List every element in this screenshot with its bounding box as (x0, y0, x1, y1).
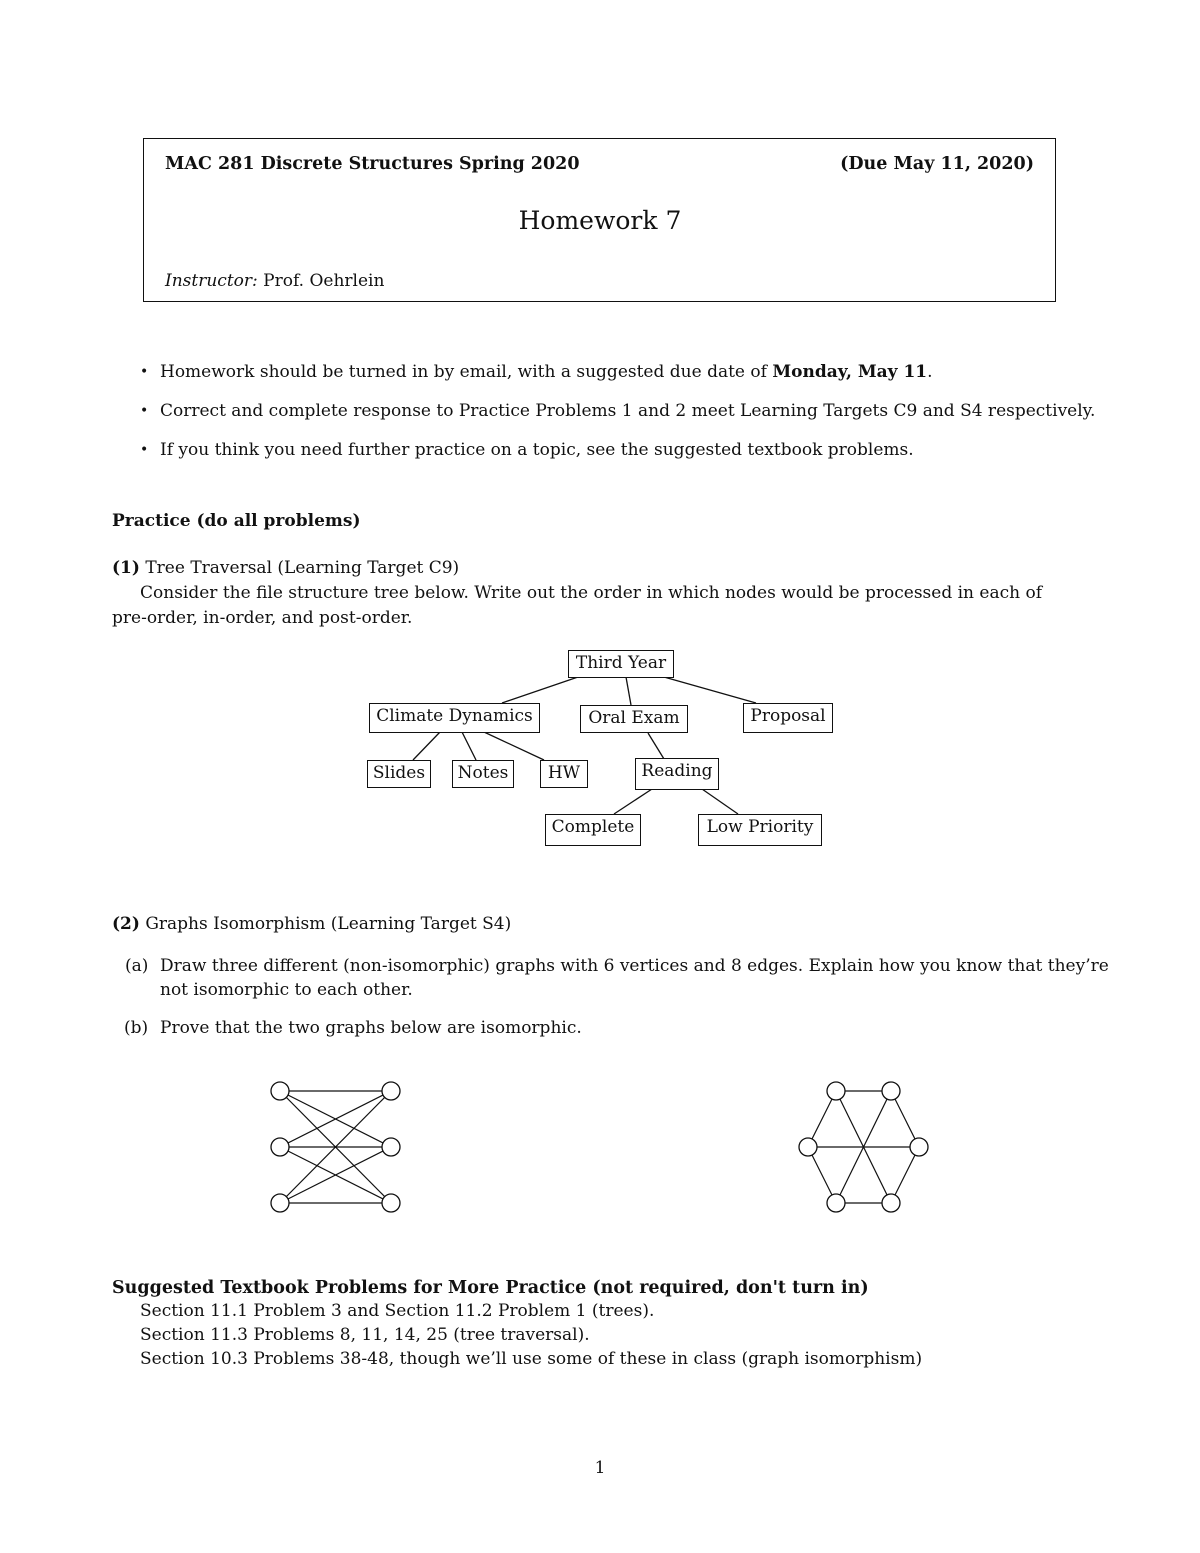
tree-edge (484, 732, 544, 760)
page-title: Homework 7 (518, 206, 682, 235)
list-item: If you think you need further practice on a topic, see the suggested textbook problems. (160, 440, 914, 460)
graph-vertex (910, 1138, 928, 1156)
tree-edge (664, 677, 756, 703)
problem-1-text: pre-order, in-order, and post-order. (112, 608, 413, 628)
tree-node-oral-exam: Oral Exam (580, 705, 688, 733)
tree-node-low-priority: Low Priority (698, 814, 822, 846)
graph-vertex (271, 1082, 289, 1100)
tree-node-climate-dynamics: Climate Dynamics (369, 703, 540, 733)
tree-edge (648, 733, 664, 759)
graph-vertex (827, 1082, 845, 1100)
problem-2-title: (2) Graphs Isomorphism (Learning Target S4) (112, 914, 512, 934)
suggested-line: Section 11.3 Problems 8, 11, 14, 25 (tree traversal). (140, 1325, 590, 1345)
tree-node-third-year: Third Year (568, 650, 674, 678)
tree-edge (462, 732, 476, 760)
graph-vertex (271, 1138, 289, 1156)
tree-node-slides: Slides (367, 760, 431, 788)
tree-node-reading: Reading (635, 758, 719, 790)
course-title: MAC 281 Discrete Structures Spring 2020 (165, 154, 580, 174)
bullet-dot: • (140, 364, 149, 380)
tree-edge (614, 789, 652, 814)
problem-1-title: (1) Tree Traversal (Learning Target C9) (112, 558, 460, 578)
tree-edge (413, 732, 440, 760)
graph-vertex (799, 1138, 817, 1156)
graph-hexagon (790, 1075, 940, 1215)
part-a-label: (a) (125, 956, 149, 976)
tree-edge (502, 677, 578, 703)
graph-vertex (382, 1082, 400, 1100)
problem-1-text: Consider the file structure tree below. Write out the order in which nodes would be processed in each of (140, 583, 1043, 603)
graph-vertex (882, 1082, 900, 1100)
bullet-dot: • (140, 442, 149, 458)
bullet-dot: • (140, 403, 149, 419)
graph-vertex (271, 1194, 289, 1212)
list-item: Homework should be turned in by email, with a suggested due date of Monday, May 11. (160, 362, 933, 382)
part-b-label: (b) (124, 1018, 149, 1038)
tree-node-hw: HW (540, 760, 588, 788)
graph-vertex (382, 1138, 400, 1156)
list-item: Correct and complete response to Practice Problems 1 and 2 meet Learning Targets C9 and S4 respectively. (160, 401, 1096, 421)
graph-vertex (382, 1194, 400, 1212)
page-number: 1 (594, 1458, 606, 1478)
graph-vertex (827, 1194, 845, 1212)
tree-node-complete: Complete (545, 814, 641, 846)
suggested-line: Section 10.3 Problems 38-48, though we’ll use some of these in class (graph isomorphism) (140, 1349, 923, 1369)
part-a-text: not isomorphic to each other. (160, 980, 413, 1000)
instructor-name: Prof. Oehrlein (263, 271, 385, 291)
instructor-label: Instructor: (165, 271, 258, 291)
part-a-text: Draw three different (non-isomorphic) graphs with 6 vertices and 8 edges. Explain how you know that they’re (160, 956, 1109, 976)
tree-node-proposal: Proposal (743, 703, 833, 733)
suggested-line: Section 11.1 Problem 3 and Section 11.2 Problem 1 (trees). (140, 1301, 655, 1321)
due-date: (Due May 11, 2020) (840, 154, 1034, 174)
suggested-heading: Suggested Textbook Problems for More Practice (not required, don't turn in) (112, 1278, 869, 1298)
graph-vertex (882, 1194, 900, 1212)
graph-bipartite (260, 1075, 410, 1215)
section-heading: Practice (do all problems) (112, 511, 361, 531)
tree-edge (626, 677, 631, 705)
tree-node-notes: Notes (452, 760, 514, 788)
part-b-text: Prove that the two graphs below are isomorphic. (160, 1018, 582, 1038)
tree-edge (702, 789, 738, 814)
